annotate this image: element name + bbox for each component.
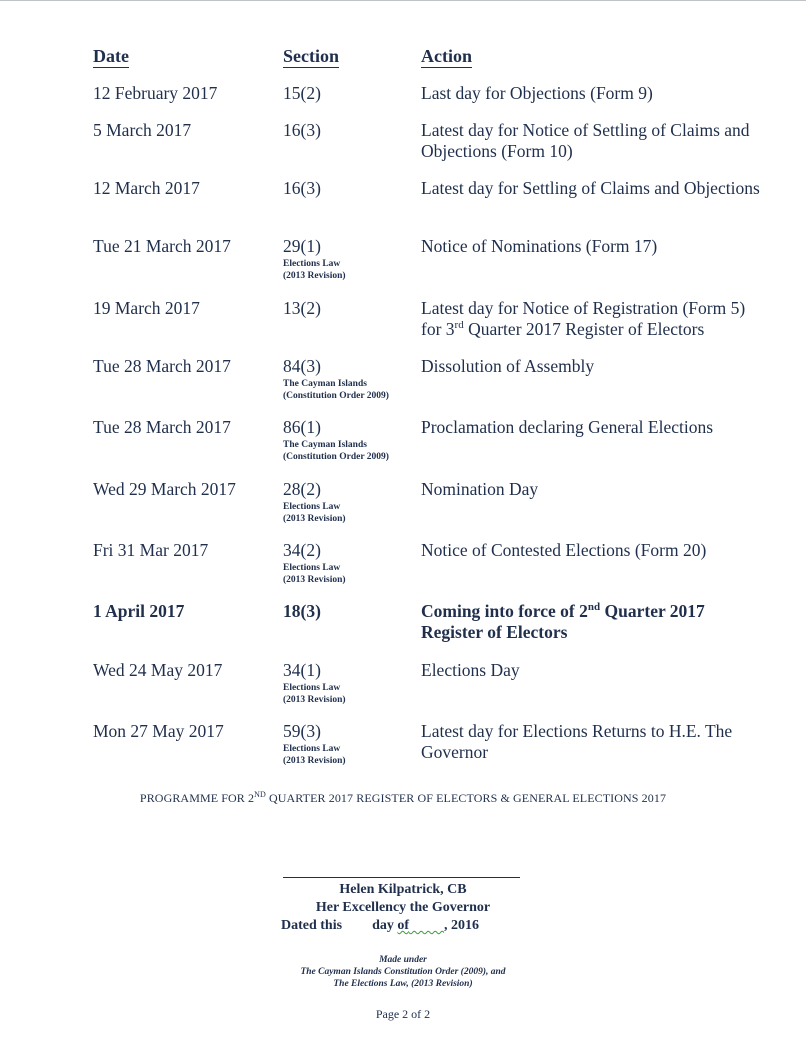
section-number: 15(2): [283, 83, 321, 103]
section-note: [283, 501, 418, 525]
section-number: 86(1): [283, 417, 321, 437]
action-text: Quarter 2017 Register of Electors: [463, 319, 705, 339]
action-text: Latest day for Notice of Registration (Form 5) for 3: [421, 298, 746, 339]
section-note-line: (2013 Revision): [283, 575, 346, 585]
section-note: [283, 682, 418, 706]
page-number: Page 2 of 2: [375, 1007, 431, 1021]
row-date: Tue 28 March 2017: [93, 417, 231, 437]
row-action: Nomination Day: [421, 479, 539, 499]
row-section: [283, 236, 418, 282]
ordinal-suffix: ND: [254, 790, 266, 799]
section-note-line: Elections Law: [283, 502, 341, 512]
row-date: 19 March 2017: [93, 298, 200, 318]
row-section: [283, 83, 418, 104]
row-action: Latest day for Notice of Settling of Claims and Objections (Form 10): [421, 120, 750, 161]
section-note: [283, 378, 418, 402]
section-note-line: The Cayman Islands: [283, 440, 367, 450]
dated-of: of: [397, 918, 410, 933]
dated-line: [281, 917, 479, 935]
row-action: Last day for Objections (Form 9): [421, 83, 653, 103]
action-text: Coming into force of 2: [421, 601, 588, 621]
row-action: Latest day for Elections Returns to H.E. The Governor: [421, 721, 733, 762]
made-under-line: Made under: [379, 955, 427, 965]
row-action: [421, 601, 766, 643]
row-action: Notice of Contested Elections (Form 20): [421, 540, 707, 560]
row-date: Tue 21 March 2017: [93, 236, 231, 256]
section-note-line: (2013 Revision): [283, 514, 346, 524]
row-action: Proclamation declaring General Elections: [421, 417, 714, 437]
row-action: Dissolution of Assembly: [421, 356, 595, 376]
section-number: 16(3): [283, 178, 321, 198]
section-note: [283, 258, 418, 282]
dated-prefix: Dated this: [281, 918, 343, 933]
row-section: [283, 178, 418, 199]
section-number: 34(2): [283, 540, 321, 560]
row-date: Wed 24 May 2017: [93, 660, 223, 680]
section-note-line: (2013 Revision): [283, 756, 346, 766]
programme-text: QUARTER 2017 REGISTER OF ELECTORS & GENERAL ELECTIONS 2017: [265, 791, 667, 805]
row-section: [283, 601, 418, 622]
made-under-line: The Cayman Islands Constitution Order (2009), and: [300, 967, 506, 977]
row-date: 12 February 2017: [93, 83, 218, 103]
row-date: Wed 29 March 2017: [93, 479, 236, 499]
section-note-line: The Cayman Islands: [283, 379, 367, 389]
section-number: 13(2): [283, 298, 321, 318]
section-note-line: (Constitution Order 2009): [283, 391, 389, 401]
row-section: [283, 356, 418, 402]
programme-title: [0, 791, 806, 806]
signature-line: [283, 877, 520, 878]
row-action: Notice of Nominations (Form 17): [421, 236, 658, 256]
signatory-title: Her Excellency the Governor: [315, 900, 491, 915]
row-action: Elections Day: [421, 660, 520, 680]
row-section: [283, 479, 418, 525]
section-note-line: Elections Law: [283, 683, 341, 693]
row-action: Latest day for Settling of Claims and Objections: [421, 178, 760, 198]
section-note-line: (2013 Revision): [283, 695, 346, 705]
action-text: Quarter 2017 Register of Electors: [421, 601, 705, 642]
section-note: [283, 743, 418, 767]
section-number: 16(3): [283, 120, 321, 140]
section-note-line: Elections Law: [283, 259, 341, 269]
section-note: [283, 439, 418, 463]
dated-day: day: [372, 918, 394, 933]
dated-blank: [397, 918, 444, 933]
programme-text: PROGRAMME FOR 2: [139, 791, 255, 805]
row-action: [421, 298, 766, 340]
section-number: 18(3): [283, 601, 321, 621]
section-number: 29(1): [283, 236, 321, 256]
section-note-line: Elections Law: [283, 744, 341, 754]
section-number: 34(1): [283, 660, 321, 680]
section-note-line: Elections Law: [283, 563, 341, 573]
dated-year: , 2016: [444, 918, 480, 933]
section-note-line: (2013 Revision): [283, 271, 346, 281]
row-section: [283, 120, 418, 141]
row-section: [283, 721, 418, 767]
made-under-line: The Elections Law, (2013 Revision): [333, 979, 473, 989]
ordinal-suffix: nd: [587, 601, 601, 614]
header-date: Date: [93, 46, 129, 66]
row-date: Tue 28 March 2017: [93, 356, 231, 376]
row-date: Mon 27 May 2017: [93, 721, 224, 741]
ordinal-suffix: rd: [454, 319, 464, 332]
header-action: Action: [421, 46, 472, 66]
row-section: [283, 298, 418, 319]
row-date: 12 March 2017: [93, 178, 200, 198]
row-section: [283, 660, 418, 706]
row-date: 5 March 2017: [93, 120, 192, 140]
section-number: 28(2): [283, 479, 321, 499]
page-top-border: [0, 0, 806, 1]
row-date: Fri 31 Mar 2017: [93, 540, 209, 560]
header-section: Section: [283, 46, 339, 66]
row-section: [283, 417, 418, 463]
row-date: 1 April 2017: [93, 601, 185, 621]
row-section: [283, 540, 418, 586]
section-note: [283, 562, 418, 586]
section-number: 84(3): [283, 356, 321, 376]
section-note-line: (Constitution Order 2009): [283, 452, 389, 462]
section-number: 59(3): [283, 721, 321, 741]
signatory-name: Helen Kilpatrick, CB: [339, 882, 467, 897]
